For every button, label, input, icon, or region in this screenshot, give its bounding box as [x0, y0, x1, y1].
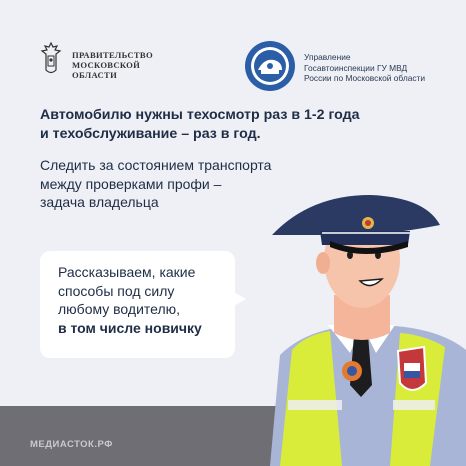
- officer-ear: [316, 252, 330, 274]
- coat-of-arms-icon: [40, 42, 62, 76]
- bubble-line: любому водителю,: [58, 301, 181, 317]
- traffic-officer-illustration: [250, 175, 466, 466]
- government-name-line: ПРАВИТЕЛЬСТВО: [72, 50, 153, 60]
- traffic-police-name-line: Управление: [304, 52, 351, 62]
- subtext-line: Следить за состоянием транспорта: [40, 157, 272, 173]
- traffic-police-emblem-icon: [244, 40, 296, 92]
- subtext: [40, 156, 280, 212]
- headline: [40, 106, 360, 144]
- government-name-line: ОБЛАСТИ: [72, 70, 118, 80]
- subtext-line: задача владельца: [40, 194, 159, 210]
- traffic-police-name: [304, 52, 425, 84]
- vest-reflective-stripe: [393, 400, 435, 410]
- subtext-line: между проверками профи –: [40, 175, 222, 192]
- government-name-line: МОСКОВСКОЙ: [72, 60, 141, 70]
- headline-line: и техобслуживание – раз в год.: [40, 126, 261, 142]
- vest-reflective-stripe: [288, 400, 342, 410]
- government-name: [72, 50, 153, 80]
- bubble-line: Рассказываем, какие: [58, 264, 196, 280]
- source-label: МЕДИАСТОК.РФ: [30, 439, 113, 450]
- officer-cap-top: [272, 195, 440, 235]
- headline-line: Автомобилю нужны техосмотр раз в 1-2 года: [40, 107, 360, 123]
- officer-cap-badge-center: [365, 220, 371, 226]
- traffic-police-name-line: России по Московской области: [304, 73, 426, 83]
- bubble-line: способы под силу: [58, 282, 175, 299]
- traffic-police-name-line: Госавтоинспекции ГУ МВД: [304, 62, 408, 73]
- speech-bubble-text: [58, 263, 228, 337]
- bubble-bold-line: в том числе новичку: [58, 319, 202, 336]
- speech-bubble-tail: [230, 290, 246, 308]
